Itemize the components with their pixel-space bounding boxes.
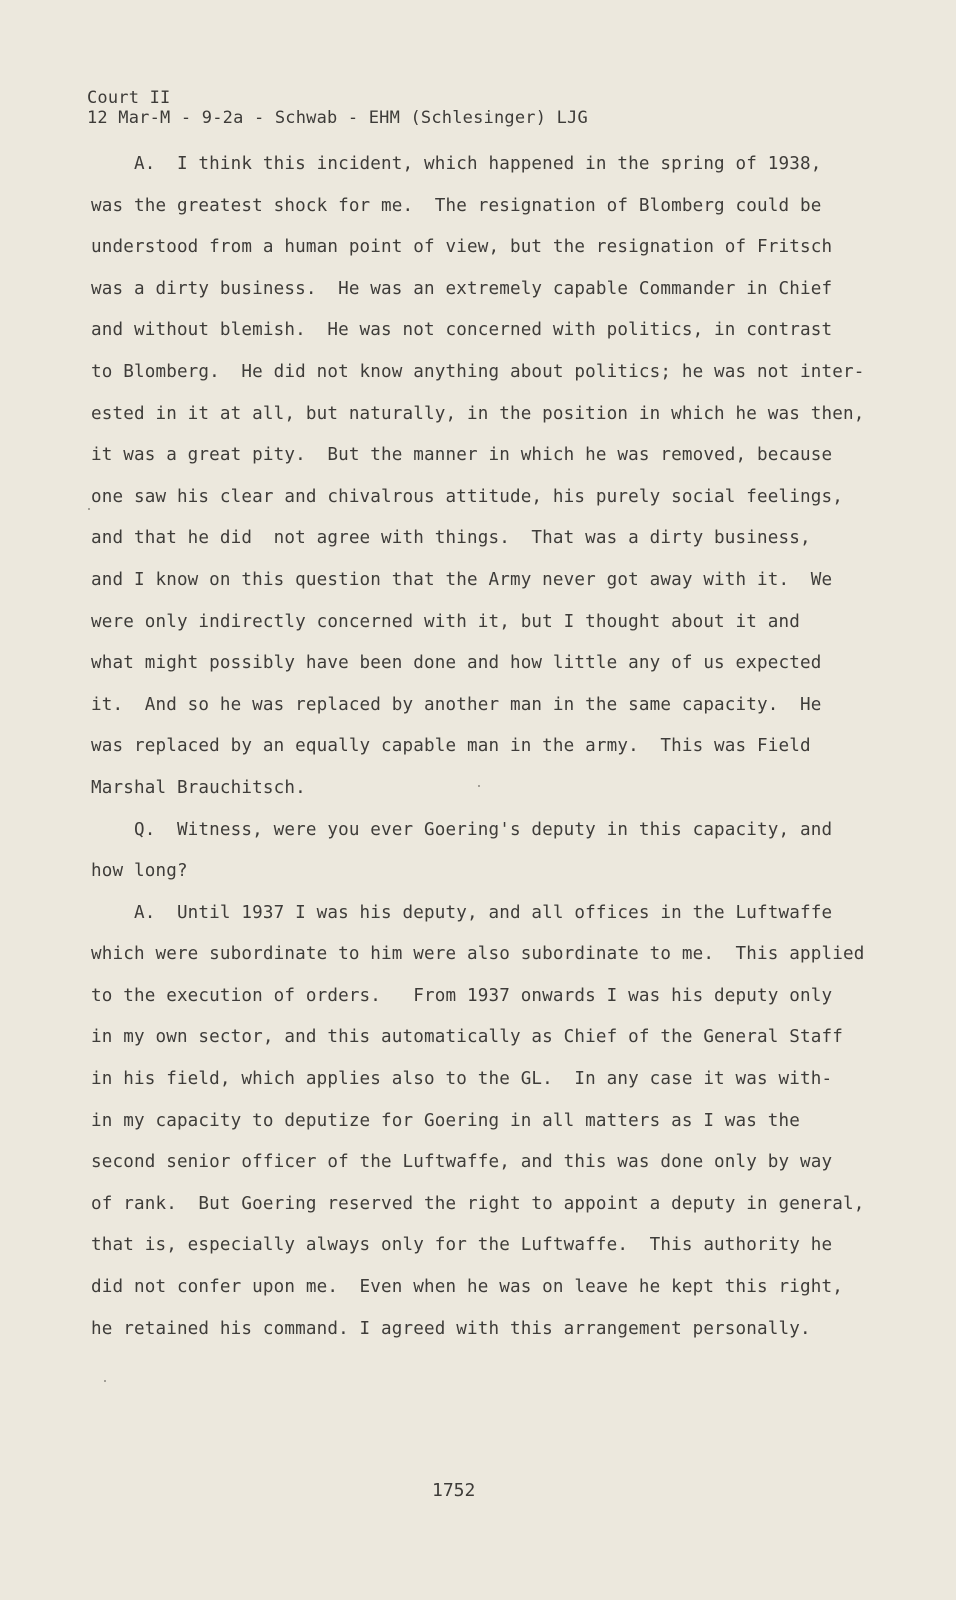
text-line: was replaced by an equally capable man in the army. This was Field [91,736,811,757]
text-line: to Blomberg. He did not know anything about politics; he was not inter- [91,361,865,382]
paper-speck [478,785,480,787]
text-line: of rank. But Goering reserved the right to appoint a deputy in general, [91,1193,865,1214]
text-line: in my capacity to deputize for Goering in all matters as I was the [91,1110,800,1131]
text-line: he retained his command. I agreed with this arrangement personally. [91,1318,811,1339]
text-line: which were subordinate to him were also subordinate to me. This applied [91,944,865,965]
text-line: in his field, which applies also to the GL. In any case it was with- [91,1069,833,1090]
text-line: in my own sector, and this automatically as Chief of the General Staff [91,1027,843,1048]
text-line: and that he did not agree with things. That was a dirty business, [91,528,811,549]
text-line: how long? [91,861,188,882]
text-line: did not confer upon me. Even when he was on leave he kept this right, [91,1277,843,1298]
page-number: 1752 [432,1480,476,1501]
text-line: A. Until 1937 I was his deputy, and all offices in the Luftwaffe [91,902,833,923]
text-line: Q. Witness, were you ever Goering's deputy in this capacity, and [91,819,833,840]
text-line: and without blemish. He was not concerned with politics, in contrast [91,320,833,341]
court-label: Court II [87,88,171,108]
paper-speck [88,508,90,510]
text-line: was the greatest shock for me. The resignation of Blomberg could be [91,195,822,216]
text-line: Marshal Brauchitsch. [91,777,306,798]
testimony-body [91,144,865,1350]
paper-speck [104,1380,106,1382]
text-line: it. And so he was replaced by another man in the same capacity. He [91,694,822,715]
text-line: second senior officer of the Luftwaffe, and this was done only by way [91,1152,833,1173]
session-reference: 12 Mar-M - 9-2a - Schwab - EHM (Schlesinger) LJG [87,108,588,128]
document-header [87,88,588,128]
text-line: what might possibly have been done and how little any of us expected [91,653,822,674]
text-line: and I know on this question that the Army never got away with it. We [91,569,833,590]
text-line: A. I think this incident, which happened in the spring of 1938, [91,154,822,174]
text-line: that is, especially always only for the Luftwaffe. This authority he [91,1235,833,1256]
text-line: it was a great pity. But the manner in which he was removed, because [91,445,833,466]
text-line: one saw his clear and chivalrous attitude, his purely social feelings, [91,486,843,507]
text-line: were only indirectly concerned with it, but I thought about it and [91,611,800,632]
text-line: was a dirty business. He was an extremely capable Commander in Chief [91,278,833,299]
text-line: ested in it at all, but naturally, in the position in which he was then, [91,403,865,424]
text-line: understood from a human point of view, but the resignation of Fritsch [91,237,833,258]
text-line: to the execution of orders. From 1937 onwards I was his deputy only [91,985,833,1006]
